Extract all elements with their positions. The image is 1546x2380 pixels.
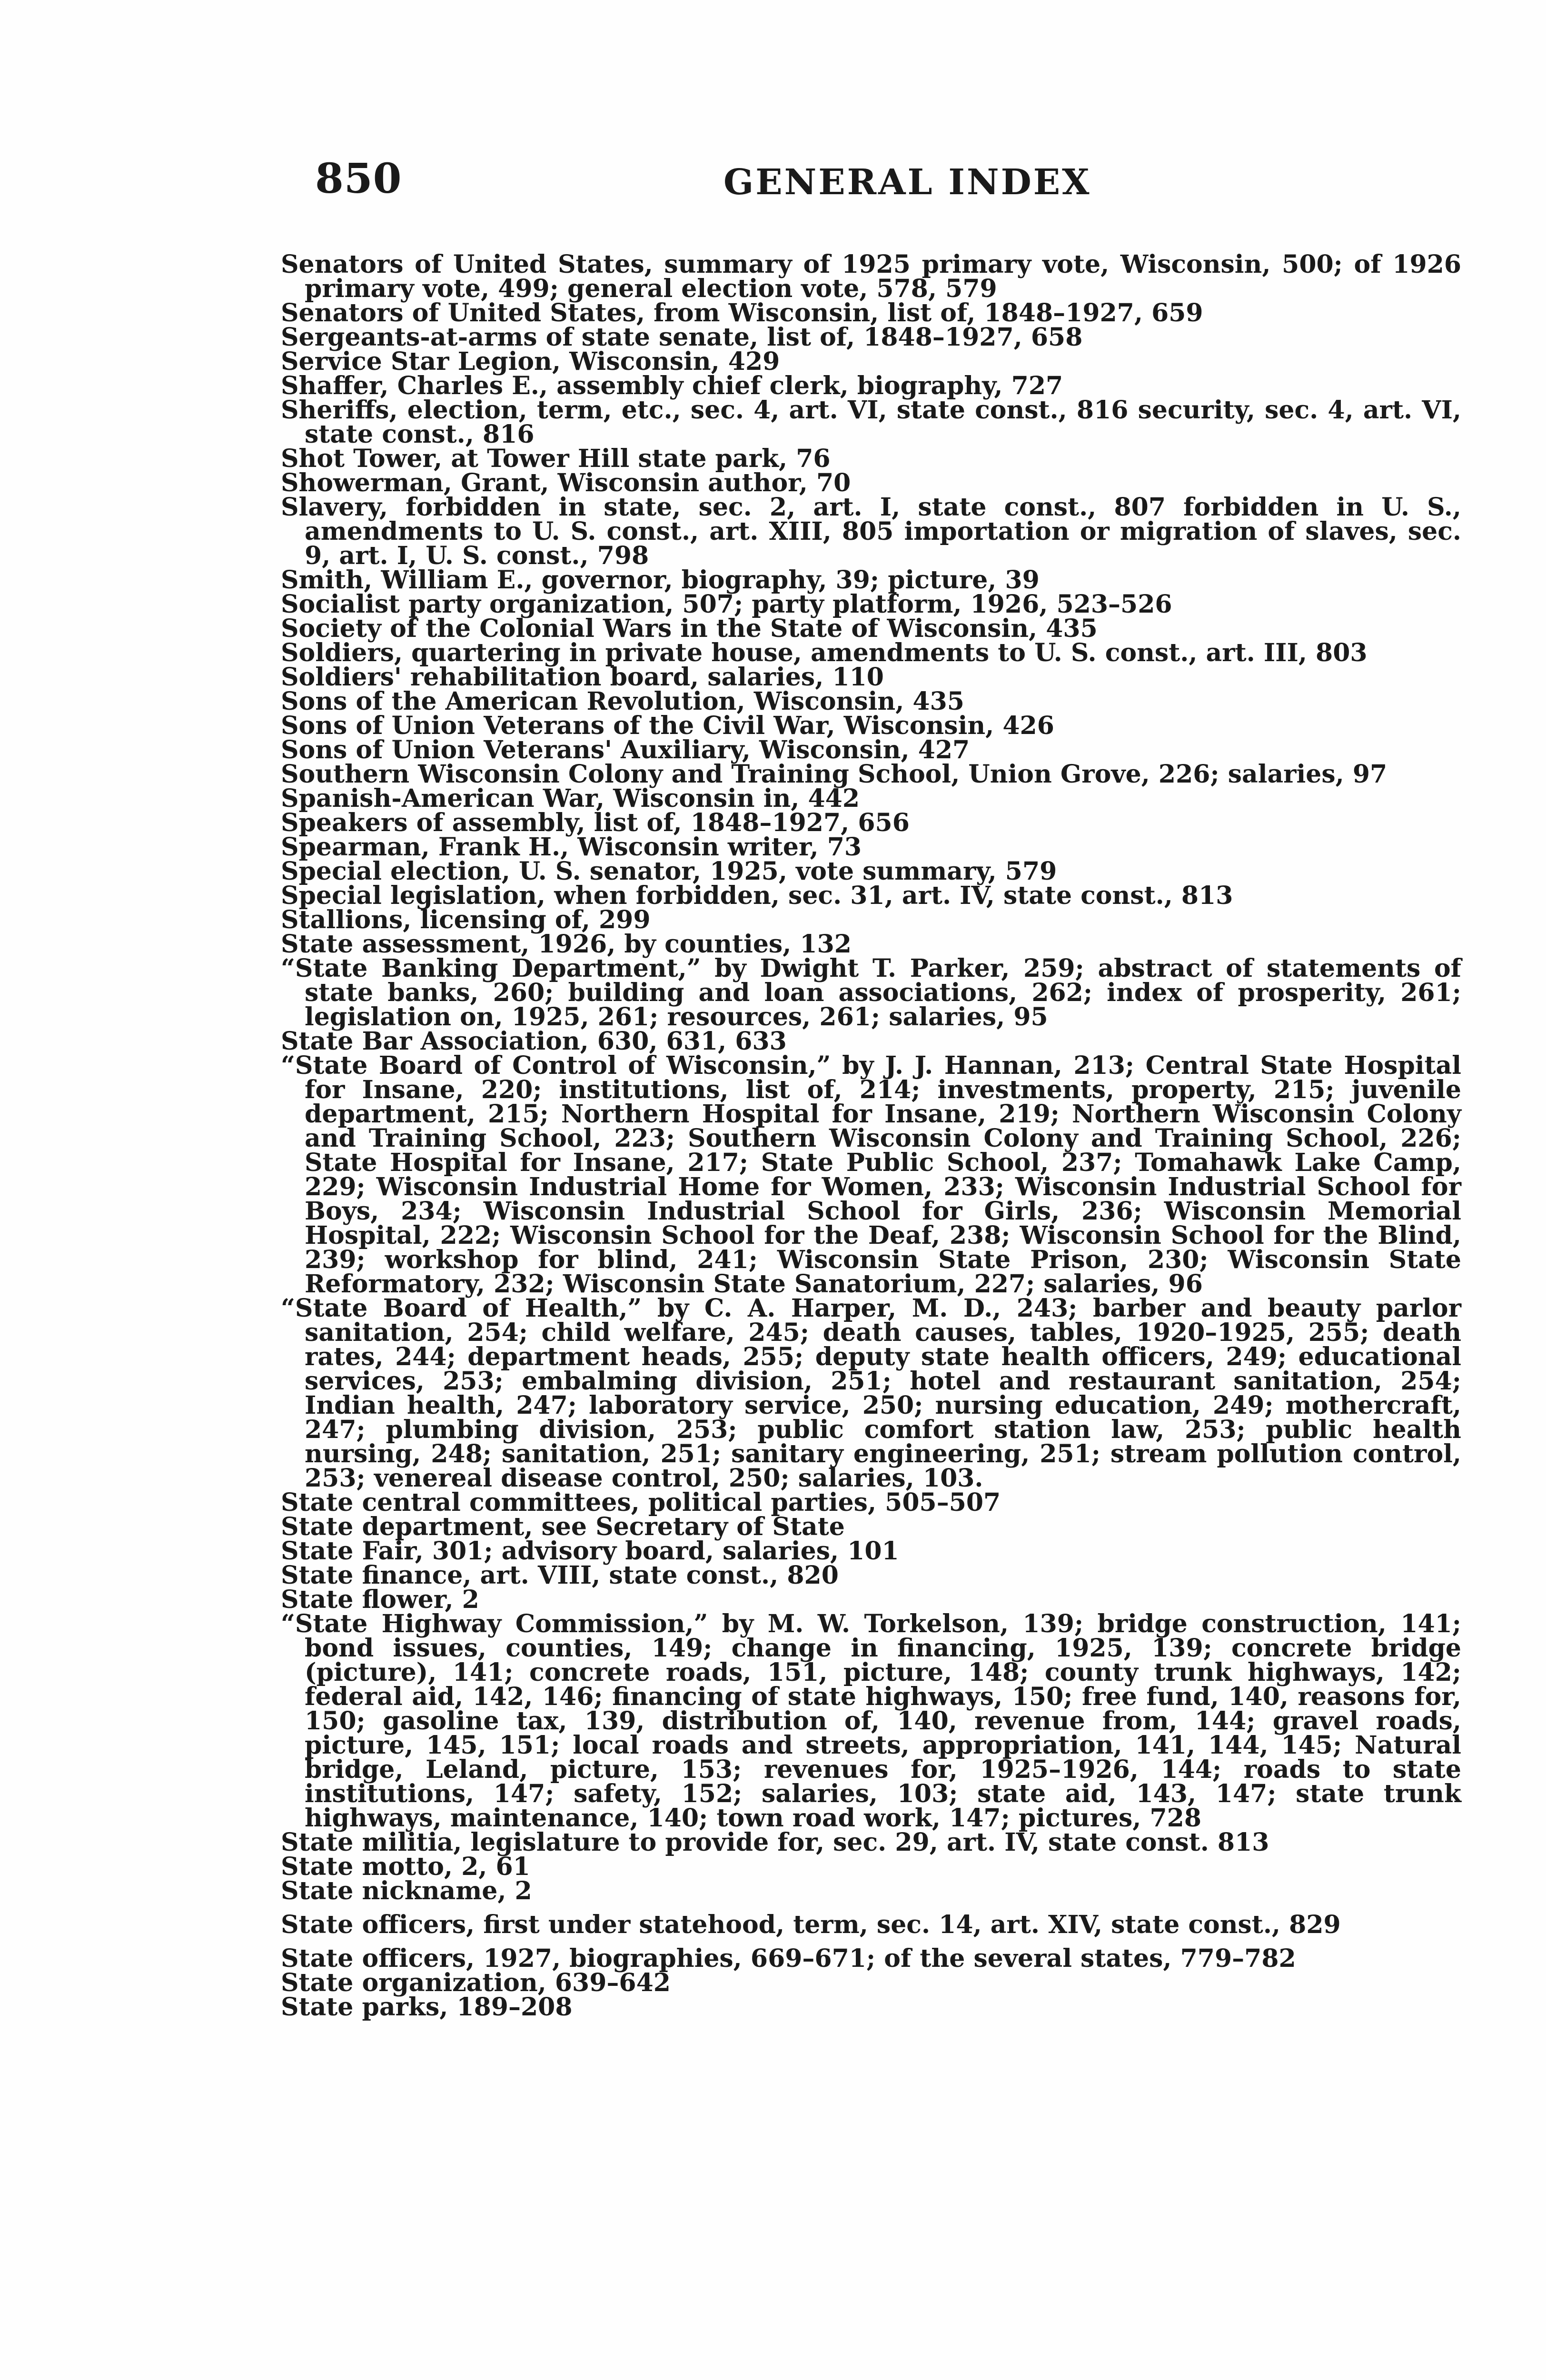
index-entry: State Fair, 301; advisory board, salaries, 101 [281, 1537, 899, 1566]
index-entry: Speakers of assembly, list of, 1848–1927, 656 [281, 808, 910, 837]
running-head: GENERAL INDEX [723, 162, 1091, 203]
index-entries [281, 250, 1461, 2022]
index-entry: Sons of the American Revolution, Wisconsin, 435 [281, 687, 964, 716]
index-entry: State flower, 2 [281, 1585, 479, 1614]
index-entry: Stallions, licensing of, 299 [281, 905, 651, 934]
index-entry: Southern Wisconsin Colony and Training School, Union Grove, 226; salaries, 97 [281, 760, 1387, 789]
index-entry: Senators of United States, from Wisconsin, list of, 1848–1927, 659 [281, 298, 1203, 327]
index-entry: Spearman, Frank H., Wisconsin writer, 73 [281, 833, 862, 862]
index-entry: State nickname, 2 [281, 1876, 532, 1905]
index-entry: State department, see Secretary of State [281, 1512, 845, 1541]
index-entry: “State Board of Control of Wisconsin,” by J. J. Hannan, 213; Central State Hospital for Insane, 220; institutions, list of, 214; investments, property, 215; juvenile department, 215; Northern Hospital for Insane, 219; Northern Wisconsin Colony and Training School, 223; Southern Wisconsin Colony and Training School, 226; State Hospital for Insane, 217; State Public School, 237; Tomahawk Lake Camp, 229; Wisconsin Industrial Home for Women, 233; Wisconsin Industrial School for Boys, 234; Wisconsin Industrial School for Girls, 236; Wisconsin Memorial Hospital, 222; Wisconsin School for the Deaf, 238; Wisconsin School for the Blind, 239; workshop for blind, 241; Wisconsin State Prison, 230; Wisconsin State Reformatory, 232; Wisconsin State Sanatorium, 227; salaries, 96 [281, 1051, 1461, 1299]
index-entry: “State Banking Department,” by Dwight T. Parker, 259; abstract of statements of state banks, 260; building and loan associations, 262; index of prosperity, 261; legislation on, 1925, 261; resources, 261; salaries, 95 [281, 954, 1461, 1031]
index-entry: Smith, William E., governor, biography, 39; picture, 39 [281, 565, 1040, 595]
index-entry: State central committees, political parties, 505–507 [281, 1488, 1001, 1517]
index-entry: State officers, first under statehood, term, sec. 14, art. XIV, state const., 829 [281, 1910, 1341, 1939]
index-entry: Society of the Colonial Wars in the State of Wisconsin, 435 [281, 614, 1098, 643]
index-entry: State organization, 639–642 [281, 1968, 671, 1997]
index-entry: State finance, art. VIII, state const., 820 [281, 1561, 839, 1590]
index-entry: State officers, 1927, biographies, 669–671; of the several states, 779–782 [281, 1944, 1296, 1973]
index-entry: Soldiers' rehabilitation board, salaries, 110 [281, 663, 884, 692]
index-entry: Special election, U. S. senator, 1925, vote summary, 579 [281, 857, 1057, 886]
index-entry: Sons of Union Veterans' Auxiliary, Wisconsin, 427 [281, 735, 970, 764]
index-entry: Spanish-American War, Wisconsin in, 442 [281, 784, 860, 813]
index-entry: Showerman, Grant, Wisconsin author, 70 [281, 468, 851, 497]
index-entry: State Bar Association, 630, 631, 633 [281, 1027, 787, 1056]
index-entry: State parks, 189–208 [281, 1993, 573, 2022]
index-entry: Sons of Union Veterans of the Civil War, Wisconsin, 426 [281, 711, 1054, 740]
index-entry: Slavery, forbidden in state, sec. 2, art. I, state const., 807 forbidden in U. S., amendments to U. S. const., art. XIII, 805 importation or migration of slaves, sec. 9, art. I, U. S. const., 798 [281, 493, 1461, 570]
index-entry: State militia, legislature to provide for, sec. 29, art. IV, state const. 813 [281, 1828, 1269, 1857]
index-entry: Soldiers, quartering in private house, amendments to U. S. const., art. III, 803 [281, 638, 1368, 667]
index-entry: Sheriffs, election, term, etc., sec. 4, art. VI, state const., 816 security, sec. 4, art. VI, state const., 816 [281, 396, 1461, 449]
index-entry: State motto, 2, 61 [281, 1852, 530, 1881]
index-entry: State assessment, 1926, by counties, 132 [281, 930, 852, 959]
index-entry: “State Board of Health,” by C. A. Harper, M. D., 243; barber and beauty parlor sanitation, 254; child welfare, 245; death causes, tables, 1920–1925, 255; death rates, 244; department heads, 255; deputy state health officers, 249; educational services, 253; embalming division, 251; hotel and restaurant sanitation, 254; Indian health, 247; laboratory service, 250; nursing education, 249; mothercraft, 247; plumbing division, 253; public comfort station law, 253; public health nursing, 248; sanitation, 251; sanitary engineering, 251; stream pollution control, 253; venereal disease control, 250; salaries, 103. [281, 1294, 1461, 1493]
index-entry: “State Highway Commission,” by M. W. Torkelson, 139; bridge construction, 141; bond issues, counties, 149; change in financing, 1925, 139; concrete bridge (picture), 141; concrete roads, 151, picture, 148; county trunk highways, 142; federal aid, 142, 146; financing of state highways, 150; free fund, 140, reasons for, 150; gasoline tax, 139, distribution of, 140, revenue from, 144; gravel roads, picture, 145, 151; local roads and streets, appropriation, 141, 144, 145; Natural bridge, Leland, picture, 153; revenues for, 1925–1926, 144; roads to state institutions, 147; safety, 152; salaries, 103; state aid, 143, 147; state trunk highways, maintenance, 140; town road work, 147; pictures, 728 [281, 1609, 1461, 1833]
index-entry: Senators of United States, summary of 1925 primary vote, Wisconsin, 500; of 1926 primary vote, 499; general election vote, 578, 579 [281, 250, 1461, 303]
index-entry: Socialist party organization, 507; party platform, 1926, 523–526 [281, 590, 1172, 619]
index-entry: Special legislation, when forbidden, sec. 31, art. IV, state const., 813 [281, 881, 1233, 910]
index-entry: Shot Tower, at Tower Hill state park, 76 [281, 444, 831, 473]
index-entry: Service Star Legion, Wisconsin, 429 [281, 347, 780, 376]
index-entry: Shaffer, Charles E., assembly chief clerk, biography, 727 [281, 371, 1063, 400]
page-number: 850 [315, 155, 402, 203]
index-entry: Sergeants-at-arms of state senate, list of, 1848–1927, 658 [281, 323, 1083, 352]
